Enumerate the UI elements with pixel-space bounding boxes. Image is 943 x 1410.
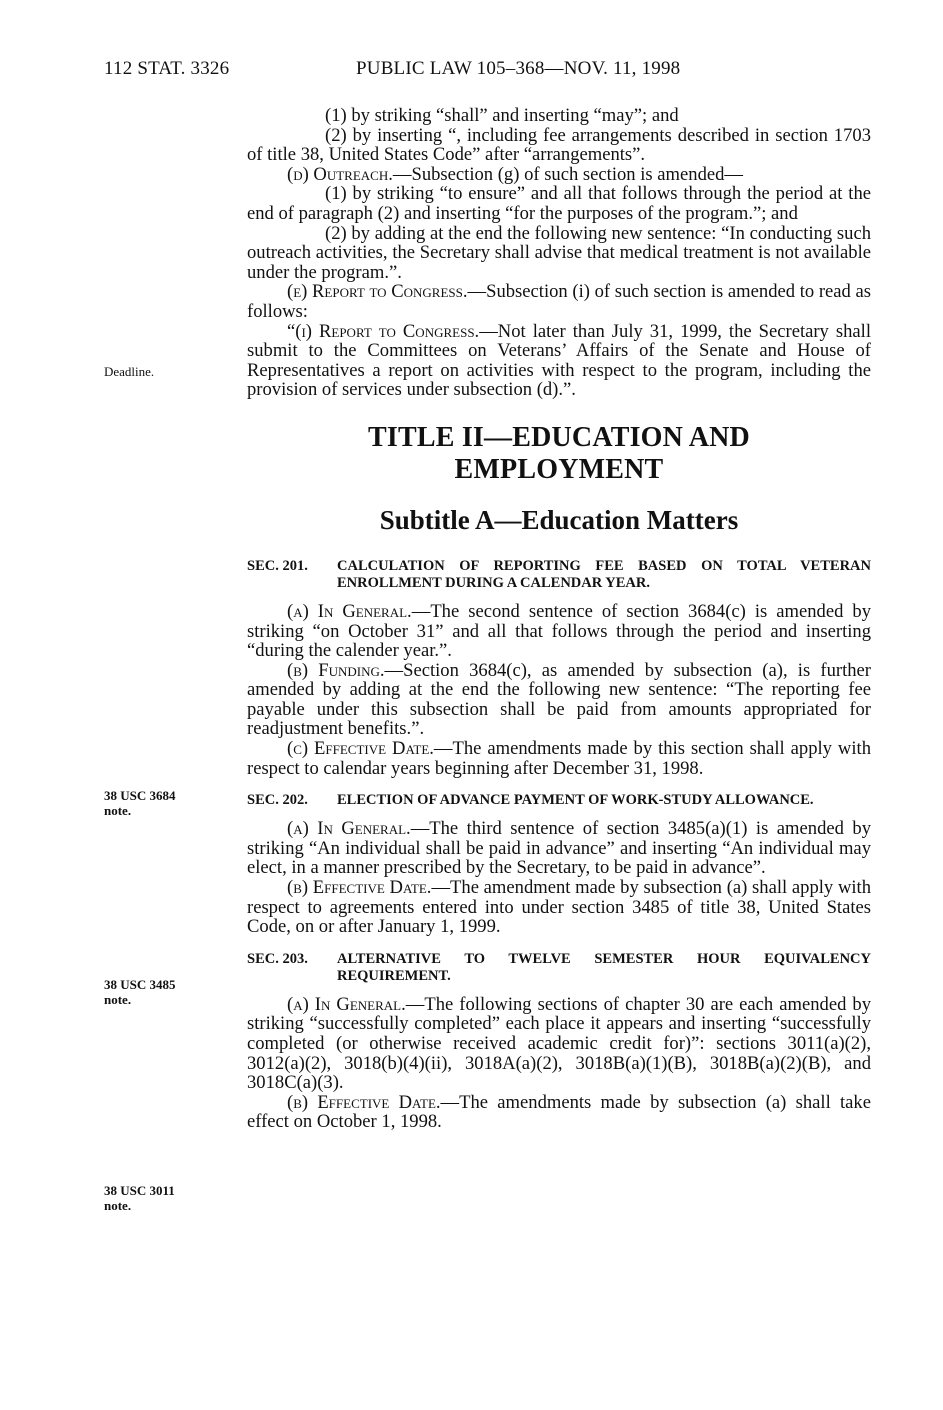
subsection-text: —The following sections of chapter 30 are each amended by striking “successfully completed” each place it appears and inserting “successfully completed (or otherwise received academic credit for)”: sections 3011(a)(2), 3012(a)(2), 3018(b)(4)(ii), 3018A(a)(2), 3018B(a)(1)(B), 3018B(a)(2)(B), and 3018C(a)(3).: [247, 993, 872, 1094]
title-line: TITLE II—EDUCATION AND: [368, 421, 750, 453]
section-number: SEC. 202.: [247, 792, 308, 809]
subsection-heading: (a) In General.: [287, 818, 411, 840]
section-title: CALCULATION OF REPORTING FEE BASED ON TOTAL VETERAN ENROLLMENT DURING A CALENDAR YEAR.: [337, 557, 871, 591]
title-heading: [247, 422, 871, 486]
subsection-heading: “(i) Report to Congress.: [287, 320, 480, 342]
margin-note-line: note.: [104, 992, 132, 1007]
section-number: SEC. 201.: [247, 557, 308, 574]
section-title: ALTERNATIVE TO TWELVE SEMESTER HOUR EQUIVALENCY REQUIREMENT.: [337, 950, 871, 984]
subsection-text: —The amendments made by subsection (a) shall take effect on October 1, 1998.: [247, 1091, 871, 1133]
paragraph-d1: (1) by striking “to ensure” and all that follows through the period at the end of paragraph (2) and inserting “for the purposes of the program.”; and: [247, 183, 871, 224]
subsection-text: —The amendment made by subsection (a) shall apply with respect to agreements entered into under section 3485 of title 38, United States Code, on or after January 1, 1999.: [247, 877, 871, 938]
margin-note-line: note.: [104, 1198, 132, 1213]
subsection-i: [247, 322, 871, 400]
margin-note-38-usc-3011: [104, 1183, 175, 1213]
section-203-b: [247, 1093, 871, 1132]
margin-note-line: note.: [104, 803, 132, 818]
subsection-e: [247, 282, 871, 321]
section-202-b: [247, 878, 871, 937]
title-line: EMPLOYMENT: [454, 453, 664, 485]
section-title: ELECTION OF ADVANCE PAYMENT OF WORK-STUDY ALLOWANCE.: [337, 792, 814, 809]
subsection-heading: (e) Report to Congress.: [287, 281, 468, 303]
subsection-heading: (b) Effective Date.: [287, 877, 432, 899]
margin-note-38-usc-3684: [104, 788, 176, 818]
margin-note-line: 38 USC 3485: [104, 977, 176, 992]
subsection-text: —The amendments made by this section shall apply with respect to calendar years beginning after December 31, 1998.: [247, 738, 871, 779]
margin-note-38-usc-3485: [104, 977, 176, 1007]
paragraph-d2: (2) by adding at the end the following new sentence: “In conducting such outreach activities, the Secretary shall advise that medical treatment is not available under the program.”.: [247, 222, 871, 283]
subsection-text: —The second sentence of section 3684(c) is amended by striking “on October 31” and all that follows through the period and inserting “during the calender year.”.: [247, 600, 871, 662]
document-body: [247, 106, 871, 1132]
paragraph-c1: (1) by striking “shall” and inserting “may”; and: [325, 105, 679, 126]
subsection-text: —Section 3684(c), as amended by subsection (a), is further amended by adding at the end the following new sentence: “The reporting fee payable under this subsection shall be paid from amounts appropriated for readjustment benefits.”.: [247, 659, 871, 740]
section-201-b: [247, 661, 871, 739]
margin-note-line: 38 USC 3684: [104, 788, 176, 803]
subtitle-heading: Subtitle A—Education Matters: [379, 504, 739, 535]
subsection-text: —The third sentence of section 3485(a)(1) is amended by striking “An individual shall be paid in advance” and inserting “An individual may elect, in a manner prescribed by the Secretary, to be paid in advance”.: [247, 818, 871, 879]
section-203-heading: [247, 951, 871, 985]
subsection-heading: (b) Effective Date.: [287, 1091, 441, 1113]
subsection-heading: (b) Funding.: [287, 659, 385, 681]
subsection-d: [247, 165, 871, 185]
public-law-citation: PUBLIC LAW 105–368—NOV. 11, 1998: [356, 58, 681, 79]
margin-note-line: 38 USC 3011: [104, 1183, 175, 1198]
paragraph-c2: (2) by inserting “, including fee arrangements described in section 1703 of title 38, United States Code” after “arrangements”.: [247, 124, 871, 166]
subsection-heading: (d) Outreach.: [287, 163, 393, 185]
subsection-text: —Subsection (g) of such section is amended—: [392, 163, 744, 185]
section-201-heading: [247, 558, 871, 592]
section-202-a: [247, 819, 871, 878]
margin-note-deadline: Deadline.: [104, 364, 155, 379]
section-201-a: [247, 602, 871, 661]
section-202-heading: [247, 792, 871, 809]
subsection-text: —Not later than July 31, 1999, the Secretary shall submit to the Committees on Veterans’ Affairs of the Senate and House of Representatives a report on activities with respect to the program, including the provision of services under subsection (d).”.: [247, 320, 871, 401]
section-201-c: [247, 739, 871, 778]
section-203-a: [247, 995, 871, 1093]
subsection-heading: (a) In General.: [287, 993, 406, 1015]
subsection-heading: (c) Effective Date.: [287, 738, 434, 760]
subsection-text: —Subsection (i) of such section is amended to read as follows:: [247, 281, 871, 322]
section-number: SEC. 203.: [247, 950, 308, 967]
subsection-heading: (a) In General.: [287, 600, 412, 622]
stat-page-number: 112 STAT. 3326: [104, 58, 230, 79]
